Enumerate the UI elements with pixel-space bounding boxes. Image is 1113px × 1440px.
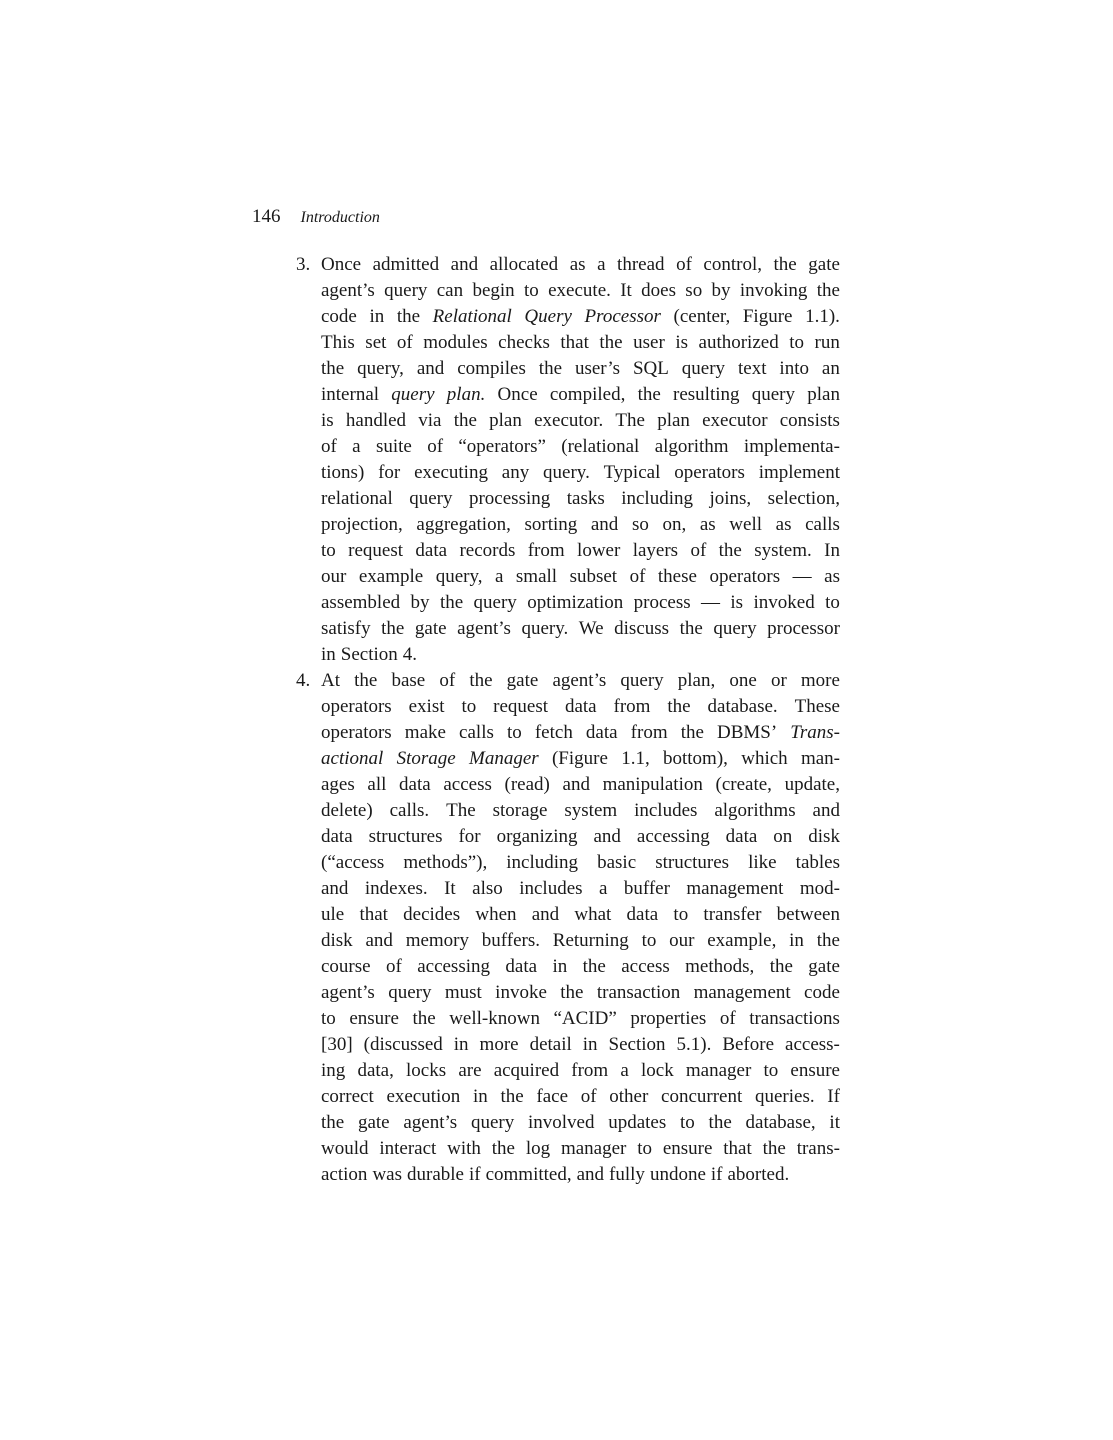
text-line: agent’s query must invoke the transaction management code <box>321 982 840 1003</box>
text-line: our example query, a small subset of these operators — as <box>321 566 840 587</box>
text-line: tions) for executing any query. Typical operators implement <box>321 462 840 483</box>
list-item-number: 3. <box>296 254 311 275</box>
text-line: disk and memory buffers. Returning to our example, in the <box>321 930 840 951</box>
text-line: ages all data access (read) and manipulation (create, update, <box>321 774 840 795</box>
text-line: Once admitted and allocated as a thread of control, the gate <box>321 254 840 275</box>
text-line: the gate agent’s query involved updates to the database, it <box>321 1112 840 1133</box>
text-line: internal query plan. Once compiled, the resulting query plan <box>321 384 840 405</box>
list-item-number: 4. <box>296 670 311 691</box>
text-line: correct execution in the face of other concurrent queries. If <box>321 1086 840 1107</box>
section-title: Introduction <box>300 209 380 226</box>
list-item-text <box>321 668 840 1188</box>
running-header <box>252 206 380 232</box>
text-line: delete) calls. The storage system includes algorithms and <box>321 800 840 821</box>
text-line: is handled via the plan executor. The plan executor consists <box>321 410 840 431</box>
text-line: the query, and compiles the user’s SQL query text into an <box>321 358 840 379</box>
text-line: code in the Relational Query Processor (center, Figure 1.1). <box>321 306 840 327</box>
text-line: [30] (discussed in more detail in Section 5.1). Before access- <box>321 1034 840 1055</box>
text-line: relational query processing tasks including joins, selection, <box>321 488 840 509</box>
text-line: projection, aggregation, sorting and so on, as well as calls <box>321 514 840 535</box>
text-line: data structures for organizing and accessing data on disk <box>321 826 840 847</box>
page-number: 146 <box>252 206 281 227</box>
text-line: actional Storage Manager (Figure 1.1, bottom), which man- <box>321 748 840 769</box>
text-line: ule that decides when and what data to transfer between <box>321 904 840 925</box>
text-line: would interact with the log manager to ensure that the trans- <box>321 1138 840 1159</box>
text-line: At the base of the gate agent’s query plan, one or more <box>321 670 840 691</box>
text-line: (“access methods”), including basic structures like tables <box>321 852 840 873</box>
text-line: operators exist to request data from the database. These <box>321 696 840 717</box>
text-line: assembled by the query optimization process — is invoked to <box>321 592 840 613</box>
list-item <box>296 252 840 668</box>
text-line: and indexes. It also includes a buffer management mod- <box>321 878 840 899</box>
list-item-text <box>321 252 840 668</box>
list-item <box>296 668 840 1188</box>
text-line: to ensure the well-known “ACID” properties of transactions <box>321 1008 840 1029</box>
text-line: to request data records from lower layers of the system. In <box>321 540 840 561</box>
text-line: agent’s query can begin to execute. It does so by invoking the <box>321 280 840 301</box>
text-line: action was durable if committed, and fully undone if aborted. <box>321 1164 790 1185</box>
text-line: in Section 4. <box>321 644 418 665</box>
text-line: course of accessing data in the access methods, the gate <box>321 956 840 977</box>
text-line: This set of modules checks that the user is authorized to run <box>321 332 840 353</box>
text-line: ing data, locks are acquired from a lock manager to ensure <box>321 1060 840 1081</box>
numbered-list <box>296 252 840 1188</box>
text-line: of a suite of “operators” (relational algorithm implementa- <box>321 436 840 457</box>
text-line: satisfy the gate agent’s query. We discuss the query processor <box>321 618 840 639</box>
text-line: operators make calls to fetch data from the DBMS’ Trans- <box>321 722 840 743</box>
